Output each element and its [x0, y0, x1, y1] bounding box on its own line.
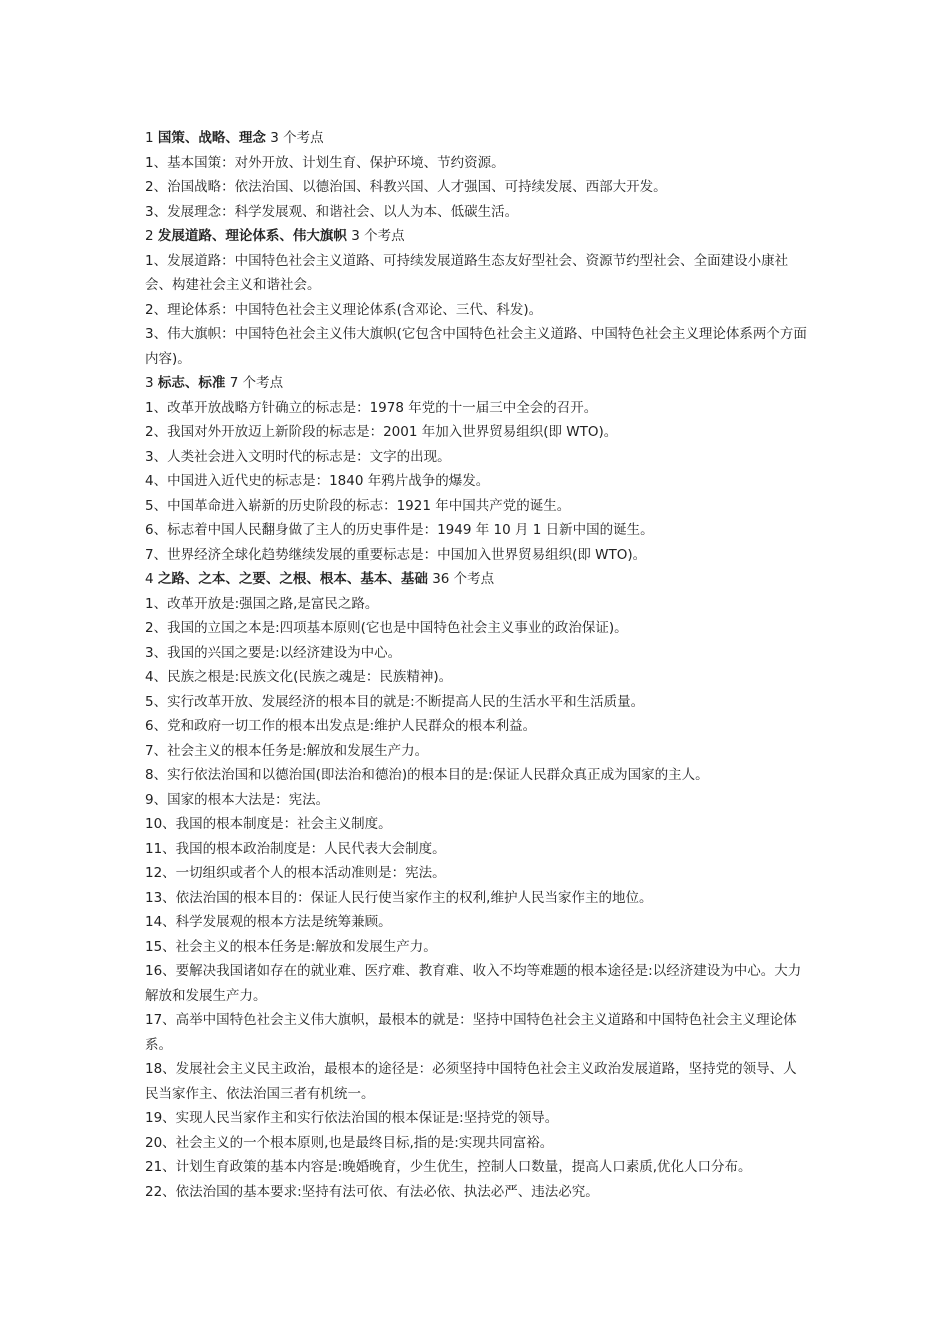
section-title: 标志、标准: [157, 375, 226, 391]
list-item: 20、社会主义的一个根本原则,也是最终目标,指的是:实现共同富裕。: [145, 1134, 554, 1151]
list-item: 3、我国的兴国之要是:以经济建设为中心。: [145, 644, 402, 661]
section-number: 2: [145, 228, 154, 244]
list-item: 18、发展社会主义民主政治，最根本的途径是：必须坚持中国特色社会主义政治发展道路，坚持党的领导、人民当家作主、依法治国三者有机统一。: [145, 1061, 797, 1102]
list-item: 4、中国进入近代史的标志是：1840 年鸦片战争的爆发。: [145, 473, 490, 489]
section-count: 36 个考点: [432, 571, 495, 587]
section-count: 3 个考点: [351, 228, 405, 244]
list-item: 21、计划生育政策的基本内容是:晚婚晚育，少生优生，控制人口数量，提高人口素质,优化人口分布。: [145, 1159, 752, 1175]
list-item: 1、改革开放战略方针确立的标志是：1978 年党的十一届三中全会的召开。: [145, 399, 598, 416]
list-item: 17、高举中国特色社会主义伟大旗帜，最根本的就是：坚持中国特色社会主义道路和中国特色社会主义理论体系。: [145, 1012, 797, 1053]
section-title: 发展道路、理论体系、伟大旗帜: [157, 228, 347, 244]
list-item: 15、社会主义的根本任务是:解放和发展生产力。: [145, 938, 437, 955]
section-title: 国策、战略、理念: [157, 130, 266, 146]
list-item: 13、依法治国的根本目的：保证人民行使当家作主的权利,维护人民当家作主的地位。: [145, 889, 653, 906]
section-heading: [145, 371, 810, 396]
section-count: 7 个考点: [229, 375, 284, 391]
list-item: 2、我国的立国之本是:四项基本原则(它也是中国特色社会主义事业的政治保证)。: [145, 620, 628, 636]
section-heading: [145, 224, 810, 249]
list-item: 5、中国革命进入崭新的历史阶段的标志：1921 年中国共产党的诞生。: [145, 497, 571, 514]
list-item: 9、国家的根本大法是：宪法。: [145, 791, 330, 808]
section-number: 1: [145, 130, 154, 146]
list-item: 3、伟大旗帜：中国特色社会主义伟大旗帜(它包含中国特色社会主义道路、中国特色社会主义理论体系两个方面内容)。: [145, 326, 807, 367]
list-item: 3、人类社会进入文明时代的标志是：文字的出现。: [145, 448, 451, 465]
list-item: 7、社会主义的根本任务是:解放和发展生产力。: [145, 742, 429, 759]
list-item: 2、理论体系：中国特色社会主义理论体系(含邓论、三代、科发)。: [145, 301, 543, 318]
list-item: 1、改革开放是:强国之路,是富民之路。: [145, 595, 379, 612]
list-item: 19、实现人民当家作主和实行依法治国的根本保证是:坚持党的领导。: [145, 1110, 559, 1126]
list-item: 8、实行依法治国和以德治国(即法治和德治)的根本目的是:保证人民群众真正成为国家的主人。: [145, 767, 709, 783]
section-count: 3 个考点: [270, 130, 324, 146]
section-heading: [145, 567, 810, 592]
list-item: 1、发展道路：中国特色社会主义道路、可持续发展道路生态友好型社会、资源节约型社会、全面建设小康社会、构建社会主义和谐社会。: [145, 252, 789, 293]
list-item: 4、民族之根是:民族文化(民族之魂是：民族精神)。: [145, 669, 453, 685]
list-item: 6、党和政府一切工作的根本出发点是:维护人民群众的根本利益。: [145, 718, 537, 734]
list-item: 10、我国的根本制度是：社会主义制度。: [145, 816, 392, 832]
section-title: 之路、之本、之要、之根、根本、基本、基础: [157, 571, 428, 587]
list-item: 3、发展理念：科学发展观、和谐社会、以人为本、低碳生活。: [145, 203, 519, 220]
list-item: 6、标志着中国人民翻身做了主人的历史事件是：1949 年 10 月 1 日新中国的诞生。: [145, 522, 654, 538]
list-item: 7、世界经济全球化趋势继续发展的重要标志是：中国加入世界贸易组织(即 WTO)。: [145, 546, 647, 563]
document-page: [145, 126, 810, 1204]
list-item: 5、实行改革开放、发展经济的根本目的就是:不断提高人民的生活水平和生活质量。: [145, 693, 645, 710]
list-item: 11、我国的根本政治制度是：人民代表大会制度。: [145, 840, 446, 857]
section-number: 4: [145, 571, 154, 587]
list-item: 2、治国战略：依法治国、以德治国、科教兴国、人才强国、可持续发展、西部大开发。: [145, 179, 667, 195]
list-item: 22、依法治国的基本要求:坚持有法可依、有法必依、执法必严、违法必究。: [145, 1183, 599, 1200]
list-item: 14、科学发展观的根本方法是统筹兼顾。: [145, 914, 392, 930]
section-number: 3: [145, 375, 154, 391]
section-heading: [145, 126, 810, 151]
list-item: 1、基本国策：对外开放、计划生育、保护环境、节约资源。: [145, 154, 505, 171]
list-item: 16、要解决我国诸如存在的就业难、医疗难、教育难、收入不均等难题的根本途径是:以经济建设为中心。大力解放和发展生产力。: [145, 963, 802, 1004]
list-item: 2、我国对外开放迈上新阶段的标志是：2001 年加入世界贸易组织(即 WTO)。: [145, 424, 618, 440]
list-item: 12、一切组织或者个人的根本活动准则是：宪法。: [145, 865, 446, 881]
